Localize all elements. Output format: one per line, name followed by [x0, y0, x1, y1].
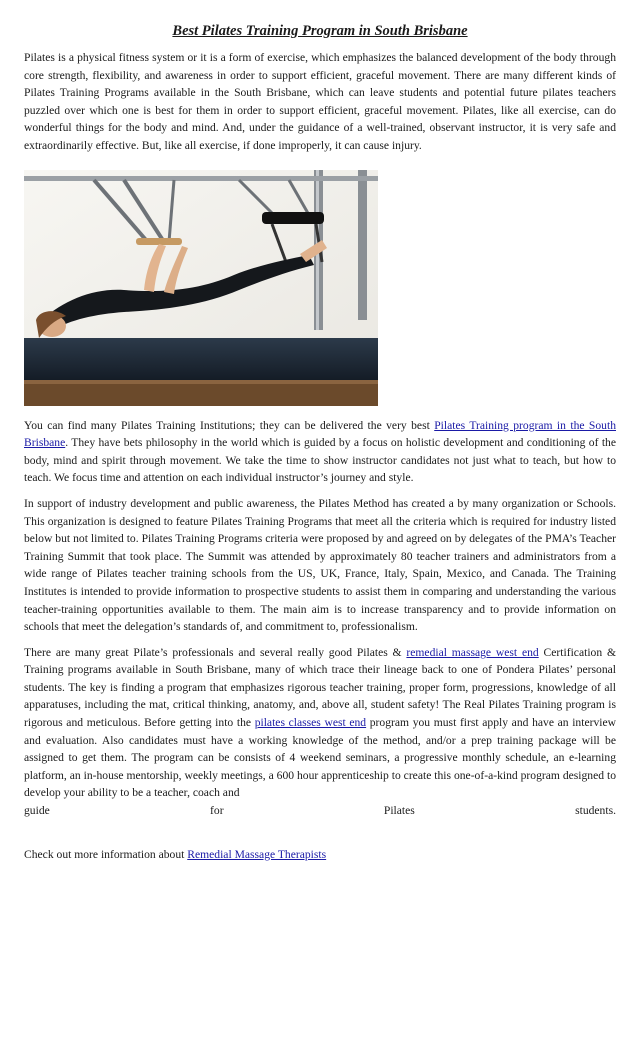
page-title: Best Pilates Training Program in South Brisbane — [172, 23, 468, 39]
paragraph-text: Check out more information about — [24, 847, 188, 861]
paragraph-certification-last-line: guide for Pilates students. — [24, 804, 616, 818]
intro-paragraph: Pilates is a physical fitness system or it is a form of exercise, which emphasizes the balanced development of the body through core strength, flexibility, and awareness in order to support efficient, graceful movement. There are many different kinds of Pilates Training Programs available in the South Brisbane, which can leave students and potential future pilates teachers puzzled over which one is best for them in order to support efficient, graceful movement. Pilates, like all exercise, can do wonderful things for the body and mind. And, under the guidance of a well-trained, observant instructor, it is very safe and extraordinarily effective. But, like all exercise, if done improperly, it can cause injury. — [24, 51, 616, 152]
paragraph-text: Certification & Training programs available in South Brisbane, many of which trace their lineage back to one of Pondera Pilates’ personal students. The key is finding a program that emphasizes rigorous teacher training, proper form, progressions, knowledge of all apparatuses, including the mat, critical thinking, anatomy, and, above all, student safety! The Real Pilates Training program is rigorous and meticulous. Before getting into the — [24, 645, 616, 730]
paragraph-industry: In support of industry development and public awareness, the Pilates Method has created a by many organization or Schools. This organization is designed to feature Pilates Training Programs that meet all the criteria which is required for industry listed below but not limited to. Pilates Training Programs criteria were proposed by and agreed on by delegates of the PMA’s Teacher Training Summit that took place. The Summit was attended by approximately 80 teacher trainers and administrators from a wide range of Pilates teacher training schools from the US, UK, France, Italy, Spain, Mexico, and Canada. The Training Institutes is intended to provide information to prospective students to assist them in comparing and understanding the various teacher-training opportunities available to them. The main aim is to increase transparency and to provide information on schools that meet the delegation’s standards of, and commitment to, professionalism. — [24, 496, 616, 634]
paragraph-text: There are many great Pilate’s professionals and several really good Pilates & — [24, 645, 407, 659]
paragraph-certification — [24, 644, 616, 802]
paragraph-more-info — [24, 846, 616, 864]
document-page — [24, 22, 616, 863]
link-remedial-massage-west-end[interactable]: remedial massage west end — [406, 645, 539, 659]
link-pilates-classes-west-end[interactable]: pilates classes west end — [254, 716, 367, 730]
link-remedial-massage-therapists[interactable]: Remedial Massage Therapists — [187, 847, 327, 861]
paragraph-text: . They have bets philosophy in the world which is guided by a focus on holistic development and conditioning of the body, mind and spirit through movement. We take the time to show instructor candidates not just what to teach, but how to teach. We focus time and attention on each individual instructor’s journey and style. — [24, 436, 616, 485]
paragraph-text: You can find many Pilates Training Institutions; they can be delivered the very best — [24, 418, 435, 432]
pilates-reformer-photo — [24, 170, 378, 406]
link-pilates-training-program[interactable]: Pilates Training program in the South Brisbane — [24, 418, 616, 450]
paragraph-text: program you must first apply and have an interview and evaluation. Also candidates must have a working knowledge of the method, and/or a prep training package will be assigned to get them. The program can be consists of 4 weekend seminars, a progressive monthly schedule, an e-learning platform, an in-house mentorship, weekly meetings, a 600 hour apprenticeship to create this one-of-a-kind program designed to develop your ability to be a teacher, coach and — [24, 716, 616, 800]
paragraph-programs — [24, 417, 616, 487]
pilates-photo-illustration — [24, 170, 378, 406]
